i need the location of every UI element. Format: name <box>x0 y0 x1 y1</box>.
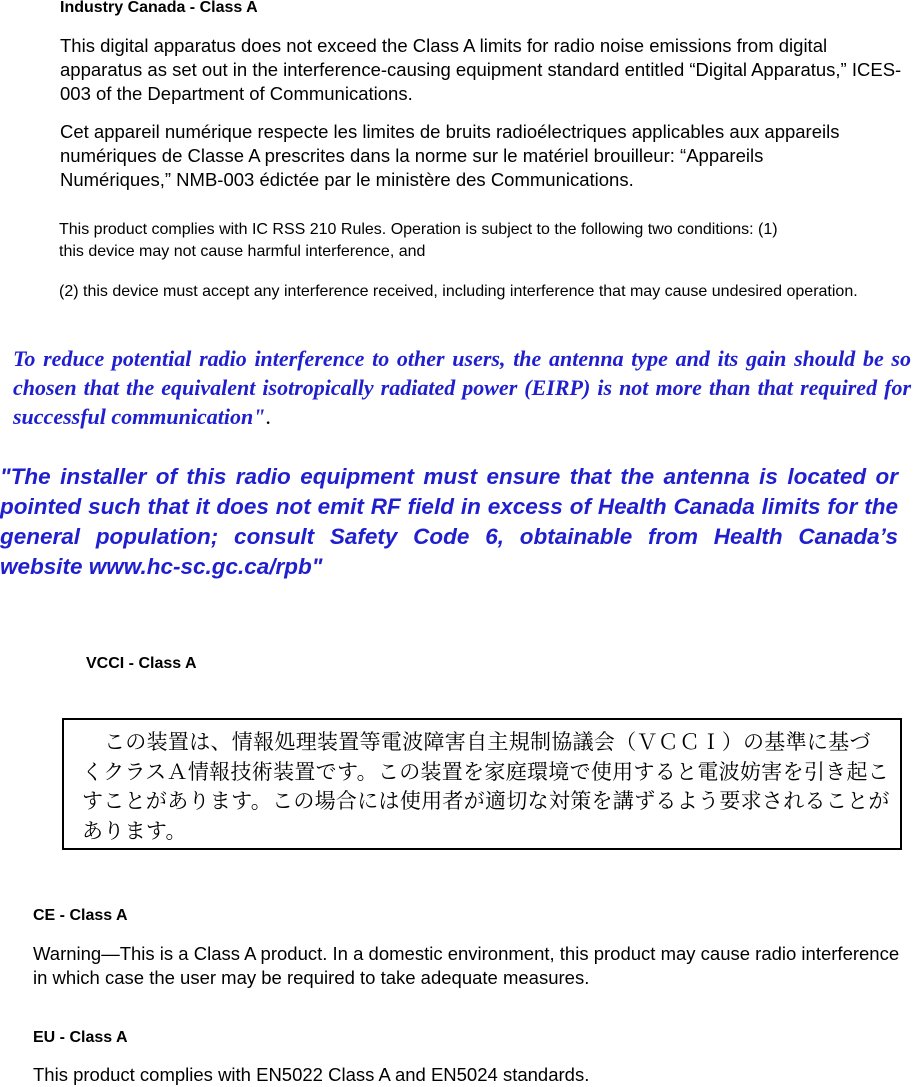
eu-compliance-text: This product complies with EN5022 Class A and EN5024 standards. <box>33 1064 590 1085</box>
antenna-gain-text: To reduce potential radio interference to other users, the antenna type and its gain should be so chosen that the equivalent isotropically radiated power (EIRP) is not more than that required for successful communication" <box>13 346 911 429</box>
rss-conditions-1: This product complies with IC RSS 210 Rules. Operation is subject to the following two conditions: (1) this device may not cause harmful interference, and <box>59 221 778 260</box>
antenna-gain-note <box>13 344 911 431</box>
ic-paragraph-french: Cet appareil numérique respecte les limites de bruits radioélectriques applicables aux appareils numériques de Classe A prescrites dans la norme sur le matériel brouilleur: “Appareils Numériques,” NMB-003 édictée par le ministère des Communications. <box>60 121 840 190</box>
ce-warning-text: Warning—This is a Class A product. In a domestic environment, this product may cause radio interference in which case the user may be required to take adequate measures. <box>33 943 900 988</box>
ic-paragraph-english: This digital apparatus does not exceed the Class A limits for radio noise emissions from digital apparatus as set out in the interference-causing equipment standard entitled “Digital Apparatus,” ICES-003 of the Department of Communications. <box>60 35 902 104</box>
installer-rf-note: "The installer of this radio equipment must ensure that the antenna is located or pointed such that it does not emit RF field in excess of Health Canada limits for the general population; consult Safety Code 6, obtainable from Health Canada’s website www.hc-sc.gc.ca/rpb" <box>0 464 898 579</box>
vcci-statement-text: この装置は、情報処理装置等電波障害自主規制協議会（ＶＣＣＩ）の基準に基づくクラスＡ情報技術装置です。この装置を家庭環境で使用すると電波妨害を引き起こすことがあります。この場合には使用者が適切な対策を講ずるよう要求されることがあります。 <box>82 730 890 843</box>
antenna-gain-period: . <box>265 404 271 429</box>
ic-heading: Industry Canada - Class A <box>60 0 258 16</box>
rss-conditions-2: (2) this device must accept any interference received, including interference that may cause undesired operation. <box>59 283 858 300</box>
ce-heading: CE - Class A <box>33 907 128 924</box>
vcci-heading: VCCI - Class A <box>86 655 197 672</box>
eu-heading: EU - Class A <box>33 1029 128 1046</box>
vcci-statement-box <box>62 718 902 850</box>
